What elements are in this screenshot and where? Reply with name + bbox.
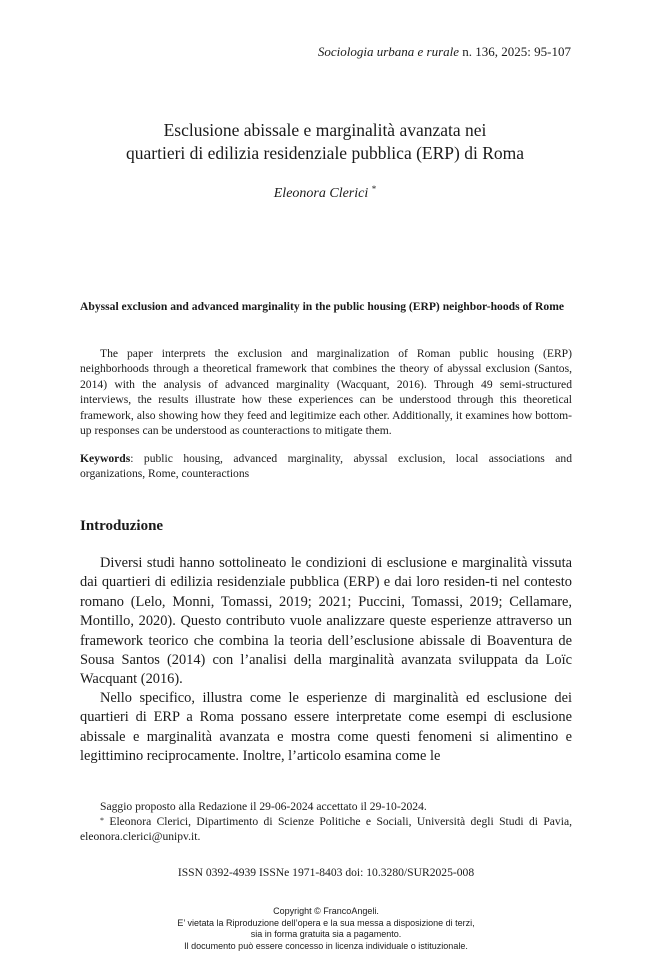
footnotes [80, 799, 572, 844]
copyright-line-4: Il documento può essere concesso in licenza individuale o istituzionale. [184, 940, 468, 951]
article-title-line-1: Esclusione abissale e marginalità avanzata nei [163, 120, 487, 140]
copyright-line-1: Copyright © FrancoAngeli. [273, 906, 379, 916]
article-title [80, 119, 570, 165]
abstract-text: The paper interprets the exclusion and marginalization of Roman public housing (ERP) neighborhoods through a theoretical framework that combines the theory of abyssal exclusion (Santos, 2014) with the analysis of advanced marginality (Wacquant, 2016). Through 49 semi-structured interviews, the results illustrate how these experiences can be understood through this theoretical framework, also showing how they feed and legitimize each other. Additionally, it examines how bottom-up responses can be understood as counteractions to mitigate them. [80, 347, 572, 438]
copyright-line-3: sia in forma gratuita sia a pagamento. [250, 929, 402, 940]
body-paragraph-2: Nello specifico, illustra come le esperienze di marginalità ed esclusione dei quartieri di ERP a Roma possano essere interpretate come esempi di esclusione abissale e marginalità avanzata e mostra come questi fenomeni si alimentino e legittimino reciprocamente. Inoltre, l’articolo esamina come le [80, 690, 572, 765]
article-title-line-2: quartieri di edilizia residenziale pubblica (ERP) di Roma [126, 143, 524, 163]
english-title: Abyssal exclusion and advanced marginality in the public housing (ERP) neighbor-hoods of Rome [80, 300, 565, 313]
copyright-notice [80, 906, 572, 952]
issn-doi-line: ISSN 0392-4939 ISSNe 1971-8403 doi: 10.3280/SUR2025-008 [177, 866, 475, 879]
affiliation-text: Eleonora Clerici, Dipartimento di Scienze Politiche e Sociali, Università degli Studi di Pavia, eleonora.clerici@unipv.it. [80, 815, 572, 843]
keywords-label: Keywords [80, 452, 131, 465]
author-footnote-mark: * [371, 184, 377, 194]
copyright-line-2: E’ vietata la Riproduzione dell’opera e la sua messa a disposizione di terzi, [177, 917, 475, 928]
journal-citation [318, 44, 571, 60]
journal-issue: n. 136, 2025: 95-107 [462, 44, 571, 59]
affiliation-note [80, 814, 572, 844]
affiliation-mark: * [100, 816, 104, 825]
body-paragraph-1: Diversi studi hanno sottolineato le condizioni di esclusione e marginalità vissuta dai quartieri di edilizia residenziale pubblica (ERP) e dai loro residen-ti nel contesto romano (Lelo, Monni, Tomassi, 2019; 2021; Puccini, Tomassi, 2019; Cellamare, Montillo, 2020). Questo contributo vuole analizzare queste esperienze attraverso un framework teorico che combina la teoria dell’esclusione abissale di Boaventura de Sousa Santos (2014) con l’analisi della marginalità avanzata sviluppata da Loïc Wacquant (2016). [80, 555, 572, 688]
author-name: Eleonora Clerici [273, 186, 369, 201]
keywords [80, 451, 572, 482]
journal-name: Sociologia urbana e rurale [317, 44, 460, 59]
received-note: Saggio proposto alla Redazione il 29-06-2024 accettato il 29-10-2024. [100, 800, 427, 813]
article-author [80, 186, 570, 202]
keywords-list: : public housing, advanced marginality, abyssal exclusion, local associations and organizations, Rome, counteractions [80, 452, 572, 481]
section-heading: Introduzione [80, 518, 164, 534]
